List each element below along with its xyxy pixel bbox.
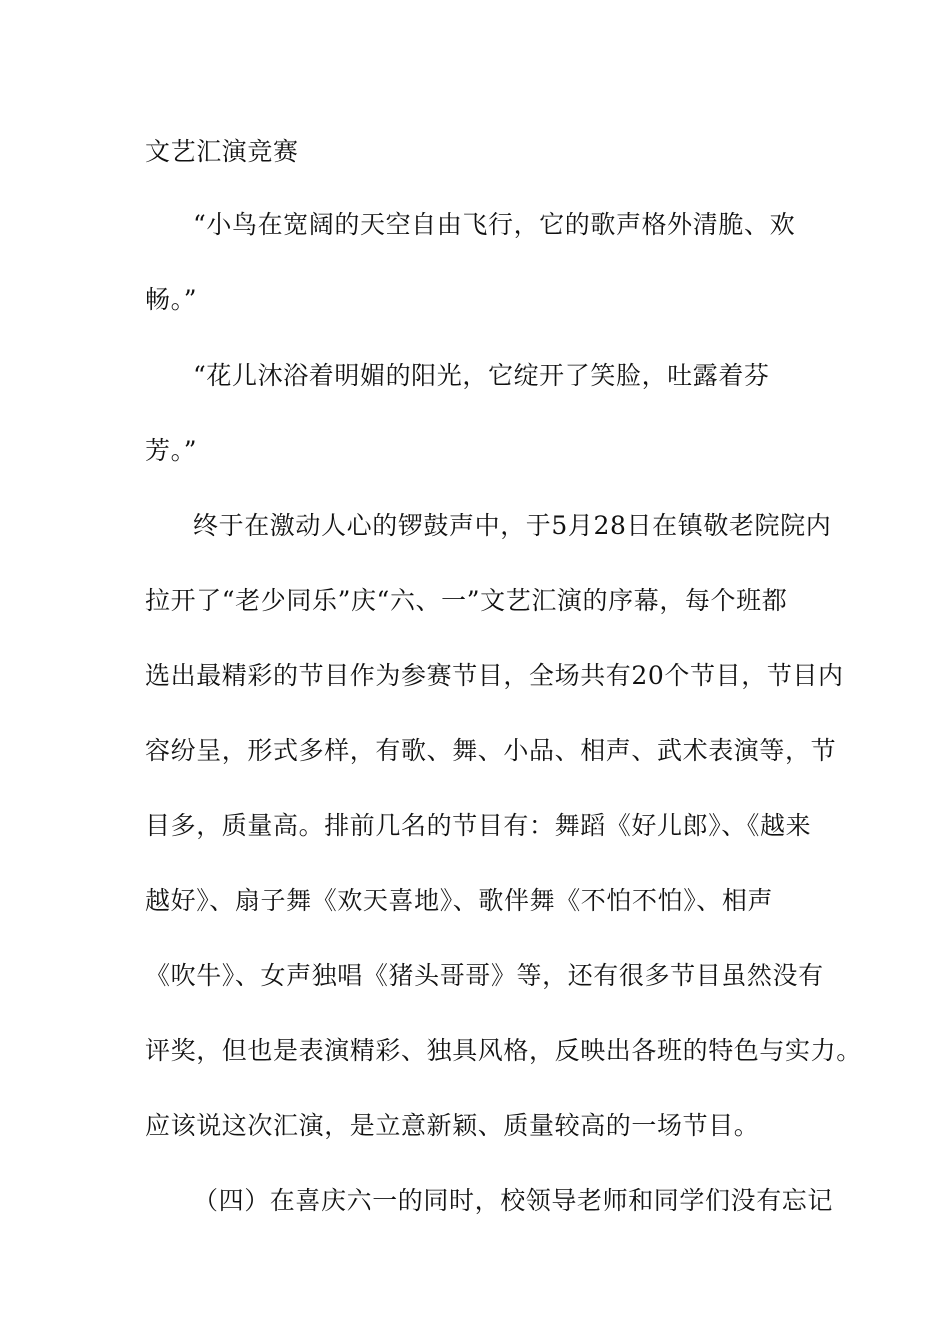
paragraph-line: 越好》、扇子舞《欢天喜地》、歌伴舞《不怕不怕》、相声	[145, 886, 774, 915]
paragraph-line: 畅。”	[145, 285, 198, 314]
paragraph-line: 拉开了“老少同乐”庆“六、一”文艺汇演的序幕，每个班都	[145, 586, 788, 615]
paragraph-line: 评奖，但也是表演精彩、独具风格，反映出各班的特色与实力。	[145, 1036, 862, 1065]
paragraph-line: 选出最精彩的节目作为参赛节目，全场共有20个节目，节目内	[145, 661, 844, 690]
paragraph-line: 终于在激动人心的锣鼓声中，于5月28日在镇敬老院院内	[193, 511, 832, 540]
paragraph-line: 芳。”	[145, 436, 198, 465]
paragraph-line: 《吹牛》、女声独唱《猪头哥哥》等，还有很多节目虽然没有	[145, 961, 824, 990]
paragraph-line: 应该说这次汇演，是立意新颖、质量较高的一场节目。	[145, 1111, 760, 1140]
paragraph-line: 容纷呈，形式多样，有歌、舞、小品、相声、武术表演等，节	[145, 736, 837, 765]
paragraph-line: “小鸟在宽阔的天空自由飞行，它的歌声格外清脆、欢	[193, 210, 796, 239]
section-heading: 文艺汇演竞赛	[145, 137, 299, 166]
paragraph-line: 目多，质量高。排前几名的节目有：舞蹈《好儿郎》、《越来	[145, 811, 812, 840]
paragraph-line: “花儿沐浴着明媚的阳光，它绽开了笑脸，吐露着芬	[193, 361, 770, 390]
paragraph-line: （四）在喜庆六一的同时，校领导老师和同学们没有忘记	[193, 1186, 834, 1215]
